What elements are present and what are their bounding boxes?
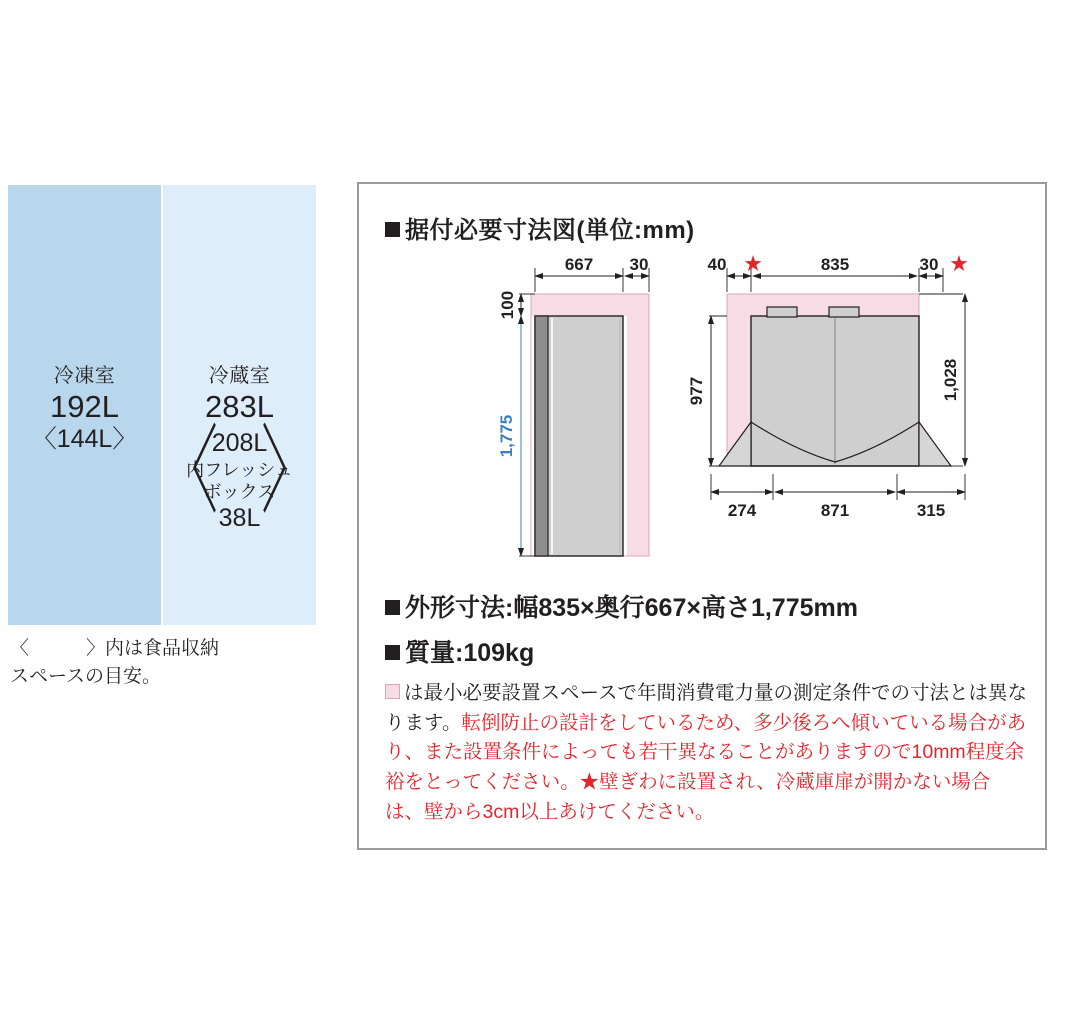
star-right-icon: ★ [950, 254, 968, 275]
bullet-square-icon [385, 222, 400, 237]
fresh-box-label-1: 内フレッシュ [186, 459, 293, 480]
capacity-note-line1: 〈 〉内は食品収納 [10, 638, 220, 659]
fridge-text-group [163, 365, 316, 559]
freezer-compartment [8, 185, 163, 625]
freezer-capacity: 192L [50, 388, 119, 424]
installation-spec-box [357, 182, 1047, 850]
side-back-clearance-value: 30 [629, 255, 649, 274]
front-inner-height-value: 977 [687, 376, 706, 406]
spec-title [385, 210, 695, 245]
weight-line [385, 633, 534, 669]
capacity-note [10, 635, 310, 690]
bracket-left-icon: 〈 [165, 418, 218, 526]
note-text-part2: 転倒防止の設計をしているため、多少後ろへ傾いている場合があり、また設置条件によっても若干異なることがありますので10mm程度余裕をとってください。★壁ぎわに設置され、冷蔵庫扉が開かない場合は、壁から3cm以上あけてください。 [385, 711, 1027, 823]
spec-title-text: 据付必要寸法図(単位:mm) [405, 217, 695, 244]
front-door-left-value: 274 [727, 501, 757, 520]
installation-note [385, 679, 1029, 827]
front-right-clearance-value: 30 [919, 255, 939, 274]
freezer-text-group [8, 365, 161, 455]
freezer-storage-capacity: 〈144L〉 [31, 425, 138, 454]
note-text-part1: は最小必要設置スペースで年間消費電力量の測定条件での寸法とは異なります。 [385, 682, 1028, 734]
pink-legend-swatch-icon [385, 684, 400, 699]
side-height-value: 1,775 [497, 414, 516, 458]
front-left-clearance-value: 40 [707, 255, 727, 274]
bullet-square-icon-2 [385, 600, 400, 615]
capacity-note-line2: スペースの目安。 [10, 665, 162, 687]
bracket-right-icon: 〉 [261, 418, 314, 526]
front-outer-height-value: 1,028 [941, 358, 960, 402]
outer-dimensions-line [385, 588, 858, 624]
fresh-box-capacity: 38L [218, 503, 261, 532]
side-depth-value: 667 [564, 255, 594, 274]
capacity-diagram [8, 185, 316, 625]
front-width-value: 835 [820, 255, 850, 274]
front-door-center-value: 871 [820, 501, 850, 520]
fridge-capacity: 283L [205, 388, 274, 424]
fridge-label: 冷蔵室 [208, 365, 271, 387]
bullet-square-icon-3 [385, 645, 400, 660]
fridge-storage-capacity: 208L [211, 429, 268, 458]
front-door-right-value: 315 [916, 501, 946, 520]
outer-dimensions-text: 外形寸法:幅835×奥行667×高さ1,775mm [405, 594, 858, 622]
fresh-box-label-2: ボックス [203, 482, 276, 503]
side-top-clearance-value: 100 [498, 290, 517, 320]
star-left-icon: ★ [744, 254, 762, 275]
weight-text: 質量:109kg [405, 639, 535, 667]
fridge-compartment [163, 185, 316, 625]
fridge-storage-group [163, 418, 316, 559]
freezer-label: 冷凍室 [53, 365, 116, 387]
